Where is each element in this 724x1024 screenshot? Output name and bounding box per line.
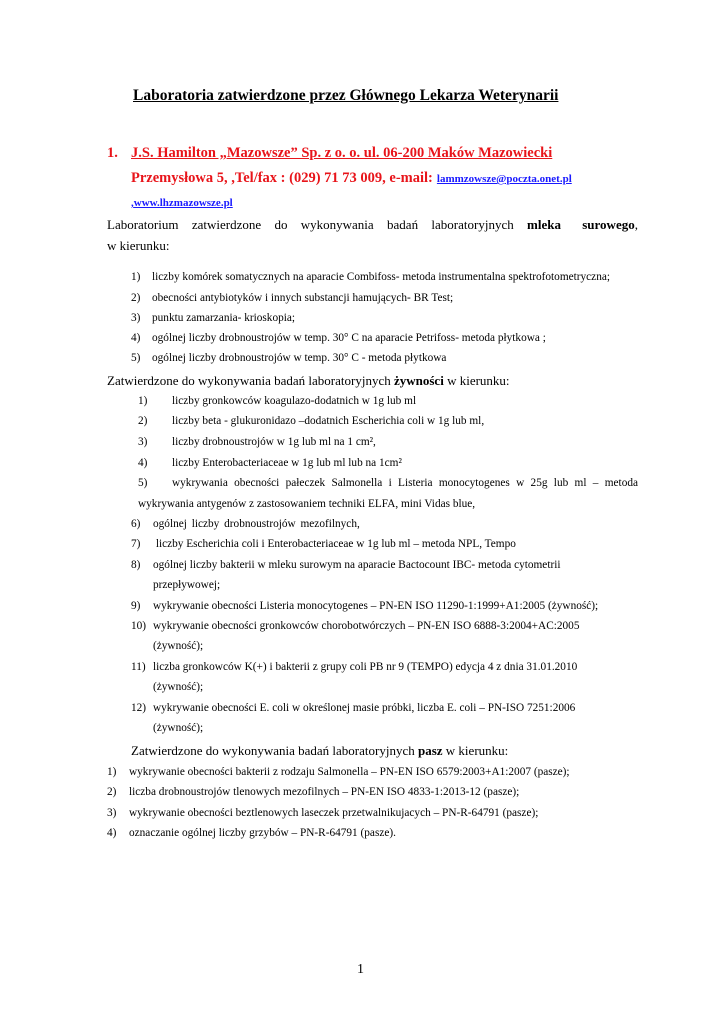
- item-text: liczba drobnoustrojów tlenowych mezofilnych – PN-EN ISO 4833-1:2013-12 (pasze);: [129, 786, 520, 798]
- item-number: 6): [131, 518, 141, 530]
- item-number: 2): [131, 292, 141, 304]
- item-number: 5): [138, 477, 148, 489]
- item-number: 4): [131, 332, 141, 344]
- item-text: wykrywanie obecności gronkowców chorobotwórczych – PN-EN ISO 6888-3:2004+AC:2005: [153, 620, 580, 632]
- list-item: [138, 395, 416, 407]
- item-number: 7): [131, 538, 141, 550]
- list-item: [131, 332, 546, 344]
- item-continuation: (żywność);: [153, 722, 204, 734]
- item-continuation: (żywność);: [153, 640, 204, 652]
- milk-intro-word: zatwierdzone: [191, 217, 262, 232]
- item-text: liczby Escherichia coli i Enterobacteriaceae w 1g lub ml – metoda NPL, Tempo: [153, 538, 516, 550]
- list-item: [131, 292, 453, 304]
- list-item: [131, 538, 516, 550]
- milk-intro-bold-group: [527, 217, 638, 233]
- milk-bold: mleka surowego: [527, 217, 635, 232]
- paste-intro: [131, 743, 508, 759]
- list-item: [131, 312, 295, 324]
- item-text: wykrywanie obecności Listeria monocytogenes – PN-EN ISO 11290-1:1999+A1:2005 (żywność);: [153, 600, 599, 612]
- item-text: liczby drobnoustrojów w 1g lub ml na 1 cm²,: [172, 436, 376, 448]
- list-item: [131, 559, 561, 571]
- item-text: wykrywanie obecności beztlenowych laseczek przetwalnikujacych – PN-R-64791 (pasze);: [129, 807, 539, 819]
- item-text: wykrywanie obecności E. coli w określonej masie próbki, liczba E. coli – PN-ISO 7251:2006: [153, 702, 576, 714]
- list-item: [138, 415, 484, 427]
- item-continuation: wykrywania antygenów z zastosowaniem techniki ELFA, mini Vidas blue,: [138, 498, 476, 510]
- milk-intro-word: do: [274, 217, 288, 232]
- item-text: liczby komórek somatycznych na aparacie Combifoss- metoda instrumentalna spektrofotometryczna;: [152, 271, 610, 283]
- list-item: [138, 457, 402, 469]
- food-bold: żywności: [393, 373, 444, 388]
- page-title: Laboratoria zatwierdzone przez Głównego Lekarza Weterynarii: [133, 87, 559, 104]
- item-text: ogólnej liczby bakterii w mleku surowym na aparacie Bactocount IBC- metoda cytometrii: [153, 559, 561, 571]
- item-number: 1): [107, 766, 117, 778]
- item-text: punktu zamarzania- krioskopia;: [152, 312, 296, 324]
- lab-name-line2: Przemysłowa 5, ,Tel/fax : (029) 71 73 009, e-mail:: [131, 170, 433, 186]
- item-text: obecności antybiotyków i innych substancji hamujących- BR Test;: [152, 292, 454, 304]
- list-item: [131, 600, 598, 612]
- paste-intro-pre: Zatwierdzone do wykonywania badań laboratoryjnych: [131, 743, 418, 758]
- milk-intro-line2: w kierunku:: [107, 238, 170, 253]
- list-item: [131, 352, 446, 364]
- list-item: [107, 827, 396, 839]
- list-item: [107, 786, 519, 798]
- list-item: [131, 661, 577, 673]
- item-number: 3): [131, 312, 141, 324]
- item-text: wykrywanie obecności bakterii z rodzaju Salmonella – PN-EN ISO 6579:2003+A1:2007 (pasze);: [129, 766, 570, 778]
- milk-intro-word: badań: [387, 217, 419, 232]
- page-number: 1: [357, 962, 364, 977]
- item-text: liczba gronkowców K(+) i bakterii z grupy coli PB nr 9 (TEMPO) edycja 4 z dnia 31.01.2010: [153, 661, 578, 673]
- item-number: 3): [107, 807, 117, 819]
- list-item: [131, 271, 610, 283]
- lab-number: 1.: [107, 145, 118, 161]
- web-line: [131, 193, 233, 211]
- item-continuation: (żywność);: [153, 681, 204, 693]
- list-item: [131, 702, 575, 714]
- milk-intro-end: ,: [634, 217, 638, 232]
- milk-intro-word: Laboratorium: [107, 217, 179, 232]
- item-number: 4): [138, 457, 148, 469]
- lab-contact-line: [131, 169, 572, 187]
- item-number: 2): [107, 786, 117, 798]
- item-number: 2): [138, 415, 148, 427]
- item-number: 9): [131, 600, 141, 612]
- milk-intro-word: laboratoryjnych: [431, 217, 514, 232]
- item-text: liczby Enterobacteriaceae w 1g lub ml lub na 1cm²: [172, 457, 402, 469]
- item-number: 3): [138, 436, 148, 448]
- milk-intro-word: wykonywania: [300, 217, 374, 232]
- milk-intro-line1: [107, 217, 638, 233]
- item-continuation: przepływowej;: [153, 579, 221, 591]
- item-number: 1): [138, 395, 148, 407]
- item-number: 4): [107, 827, 117, 839]
- item-text: ogólnej liczby drobnoustrojów mezofilnych,: [153, 518, 360, 530]
- item-number: 12): [131, 702, 147, 714]
- list-item: [138, 436, 376, 448]
- item-text: liczby gronkowców koagulazo-dodatnich w 1g lub ml: [172, 395, 417, 407]
- item-text: wykrywania obecności pałeczek Salmonella i Listeria monocytogenes w 25g lub ml – metoda: [172, 477, 638, 489]
- paste-bold: pasz: [417, 743, 443, 758]
- item-number: 11): [131, 661, 146, 673]
- food-intro-post: w kierunku:: [443, 373, 510, 388]
- item-number: 1): [131, 271, 141, 283]
- list-item: [138, 477, 638, 489]
- item-text: liczby beta - glukuronidazo –dodatnich Escherichia coli w 1g lub ml,: [172, 415, 485, 427]
- web-prefix: ,: [131, 197, 134, 209]
- lab-name-line1: J.S. Hamilton „Mazowsze” Sp. z o. o. ul. 06-200 Maków Mazowiecki: [131, 145, 553, 161]
- item-text: ogólnej liczby drobnoustrojów w temp. 30° C - metoda płytkowa: [152, 352, 447, 364]
- list-item: [131, 620, 579, 632]
- item-number: 8): [131, 559, 141, 571]
- item-number: 5): [131, 352, 141, 364]
- item-text: ogólnej liczby drobnoustrojów w temp. 30° C na aparacie Petrifoss- metoda płytkowa ;: [152, 332, 546, 344]
- food-intro-pre: Zatwierdzone do wykonywania badań laboratoryjnych: [107, 373, 394, 388]
- web-link[interactable]: www.lhzmazowsze.pl: [133, 197, 233, 209]
- item-text: oznaczanie ogólnej liczby grzybów – PN-R-64791 (pasze).: [129, 827, 396, 839]
- list-item: [107, 766, 570, 778]
- paste-intro-post: w kierunku:: [442, 743, 509, 758]
- food-intro: [107, 373, 510, 389]
- list-item: [131, 518, 360, 530]
- email-link[interactable]: lammzowsze@poczta.onet.pl: [436, 173, 572, 185]
- item-number: 10): [131, 620, 147, 632]
- list-item: [107, 807, 538, 819]
